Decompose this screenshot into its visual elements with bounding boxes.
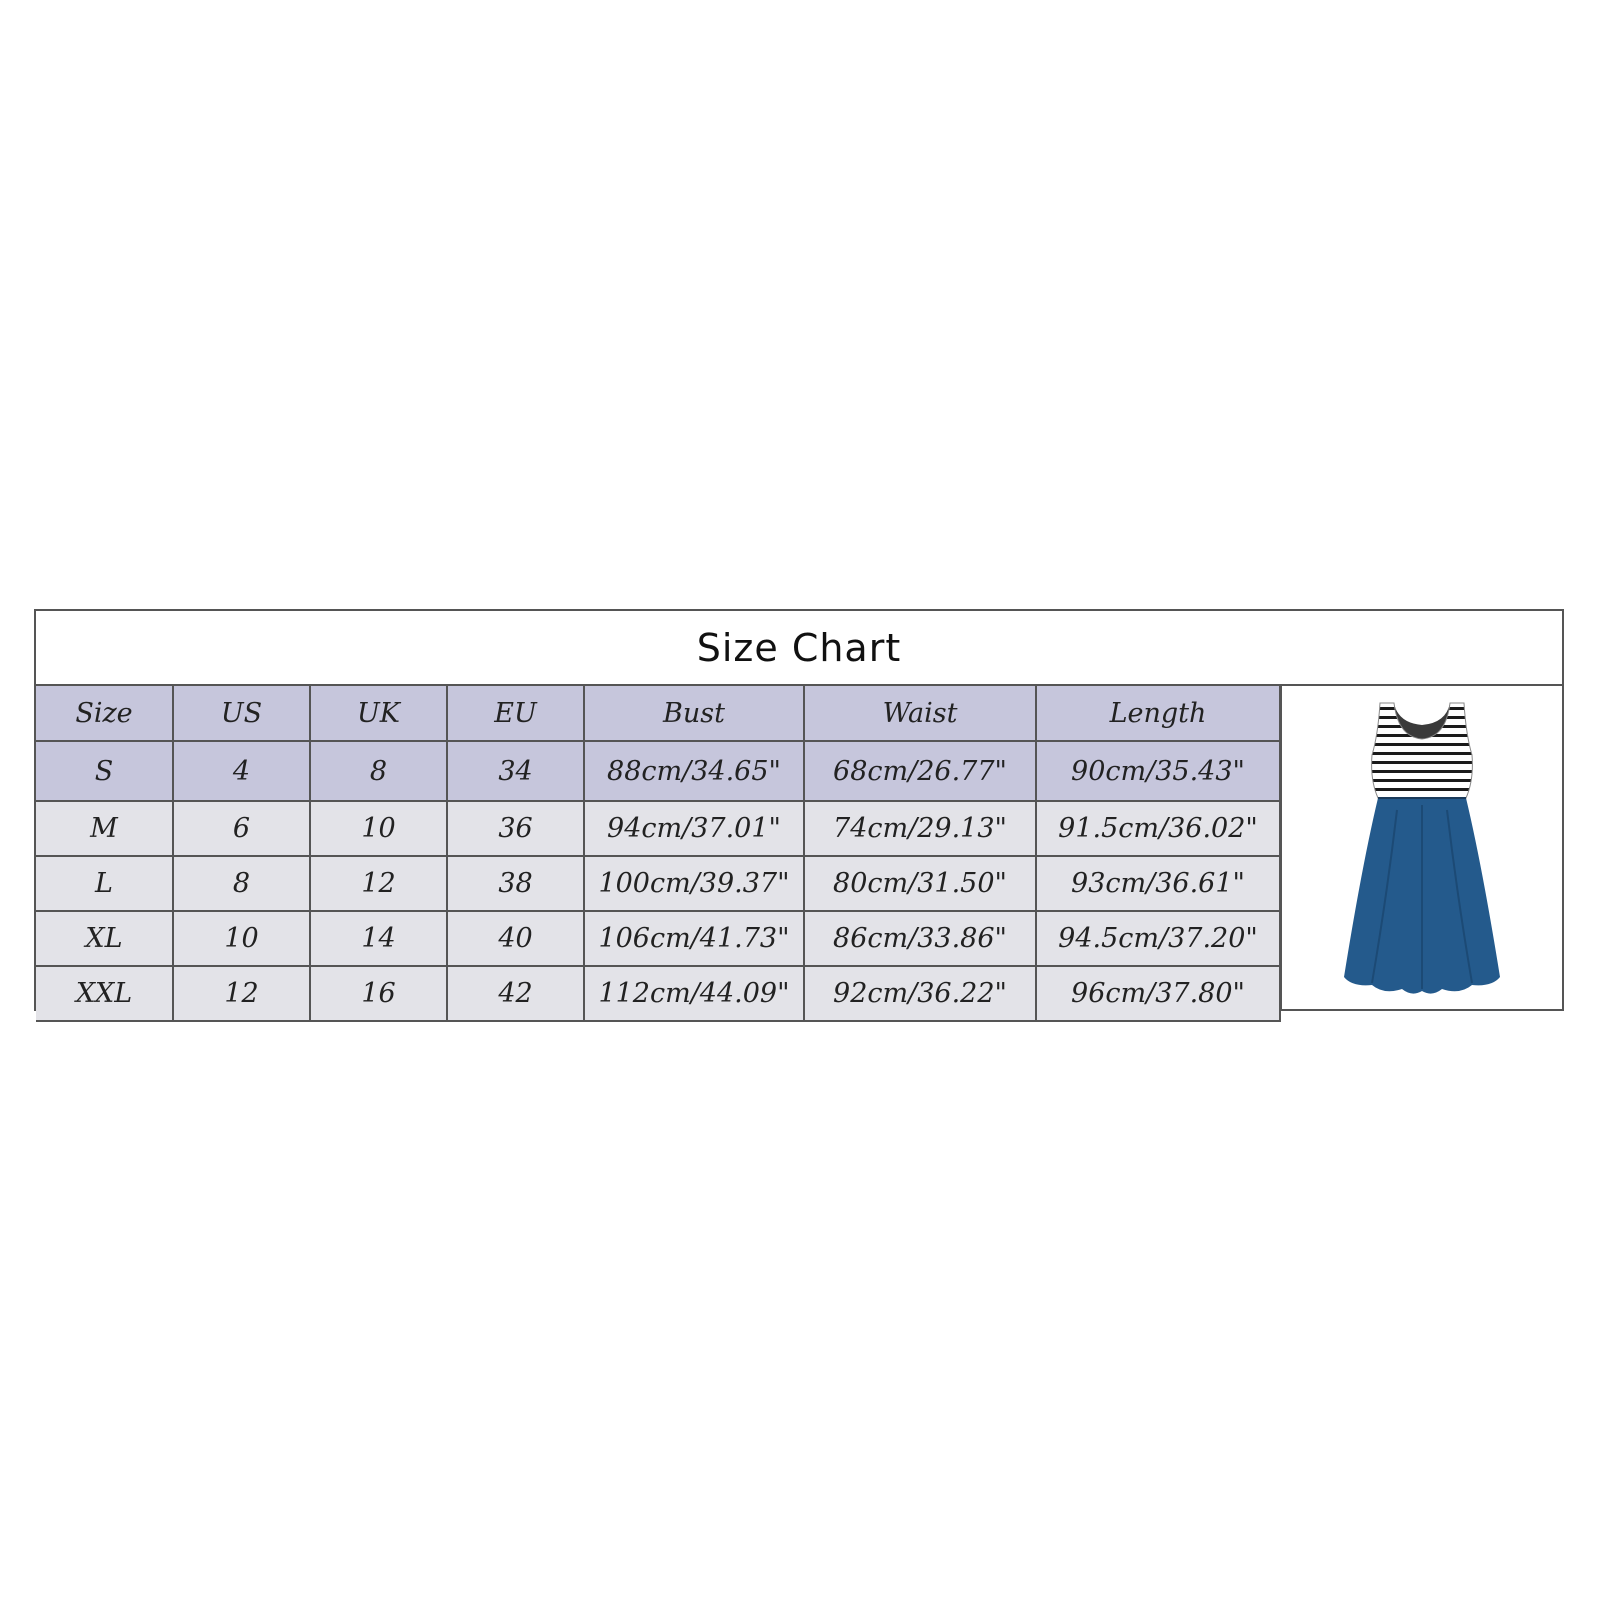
- header-us: US: [173, 686, 310, 741]
- cell-us: 8: [173, 856, 310, 911]
- striped-tank-dress-icon: [1342, 695, 1502, 1000]
- cell-length: 94.5cm/37.20": [1036, 911, 1280, 966]
- cell-length: 91.5cm/36.02": [1036, 801, 1280, 856]
- cell-uk: 10: [310, 801, 447, 856]
- cell-bust: 112cm/44.09": [584, 966, 804, 1021]
- cell-bust: 106cm/41.73": [584, 911, 804, 966]
- table-row: [36, 856, 1280, 911]
- table-header-row: [36, 686, 1280, 741]
- header-length: Length: [1036, 686, 1280, 741]
- cell-eu: 34: [447, 741, 584, 801]
- cell-size: M: [36, 801, 173, 856]
- table-row: [36, 741, 1280, 801]
- cell-waist: 92cm/36.22": [804, 966, 1036, 1021]
- cell-size: S: [36, 741, 173, 801]
- cell-uk: 14: [310, 911, 447, 966]
- cell-bust: 100cm/39.37": [584, 856, 804, 911]
- table-row: [36, 911, 1280, 966]
- cell-eu: 40: [447, 911, 584, 966]
- cell-us: 10: [173, 911, 310, 966]
- cell-eu: 36: [447, 801, 584, 856]
- cell-waist: 80cm/31.50": [804, 856, 1036, 911]
- header-eu: EU: [447, 686, 584, 741]
- cell-eu: 42: [447, 966, 584, 1021]
- cell-length: 96cm/37.80": [1036, 966, 1280, 1021]
- size-chart: [34, 609, 1564, 1011]
- cell-length: 93cm/36.61": [1036, 856, 1280, 911]
- cell-us: 6: [173, 801, 310, 856]
- cell-size: L: [36, 856, 173, 911]
- cell-waist: 68cm/26.77": [804, 741, 1036, 801]
- cell-uk: 16: [310, 966, 447, 1021]
- chart-title: Size Chart: [36, 611, 1562, 686]
- cell-waist: 86cm/33.86": [804, 911, 1036, 966]
- cell-bust: 88cm/34.65": [584, 741, 804, 801]
- table-row: [36, 801, 1280, 856]
- header-size: Size: [36, 686, 173, 741]
- cell-size: XXL: [36, 966, 173, 1021]
- cell-eu: 38: [447, 856, 584, 911]
- size-table: [36, 686, 1281, 1022]
- size-table-wrapper: [36, 686, 1280, 1009]
- cell-us: 4: [173, 741, 310, 801]
- header-uk: UK: [310, 686, 447, 741]
- cell-bust: 94cm/37.01": [584, 801, 804, 856]
- cell-us: 12: [173, 966, 310, 1021]
- cell-length: 90cm/35.43": [1036, 741, 1280, 801]
- bodice: [1362, 695, 1482, 805]
- header-bust: Bust: [584, 686, 804, 741]
- table-row: [36, 966, 1280, 1021]
- cell-uk: 12: [310, 856, 447, 911]
- product-image: [1280, 686, 1562, 1009]
- cell-size: XL: [36, 911, 173, 966]
- header-waist: Waist: [804, 686, 1036, 741]
- cell-waist: 74cm/29.13": [804, 801, 1036, 856]
- cell-uk: 8: [310, 741, 447, 801]
